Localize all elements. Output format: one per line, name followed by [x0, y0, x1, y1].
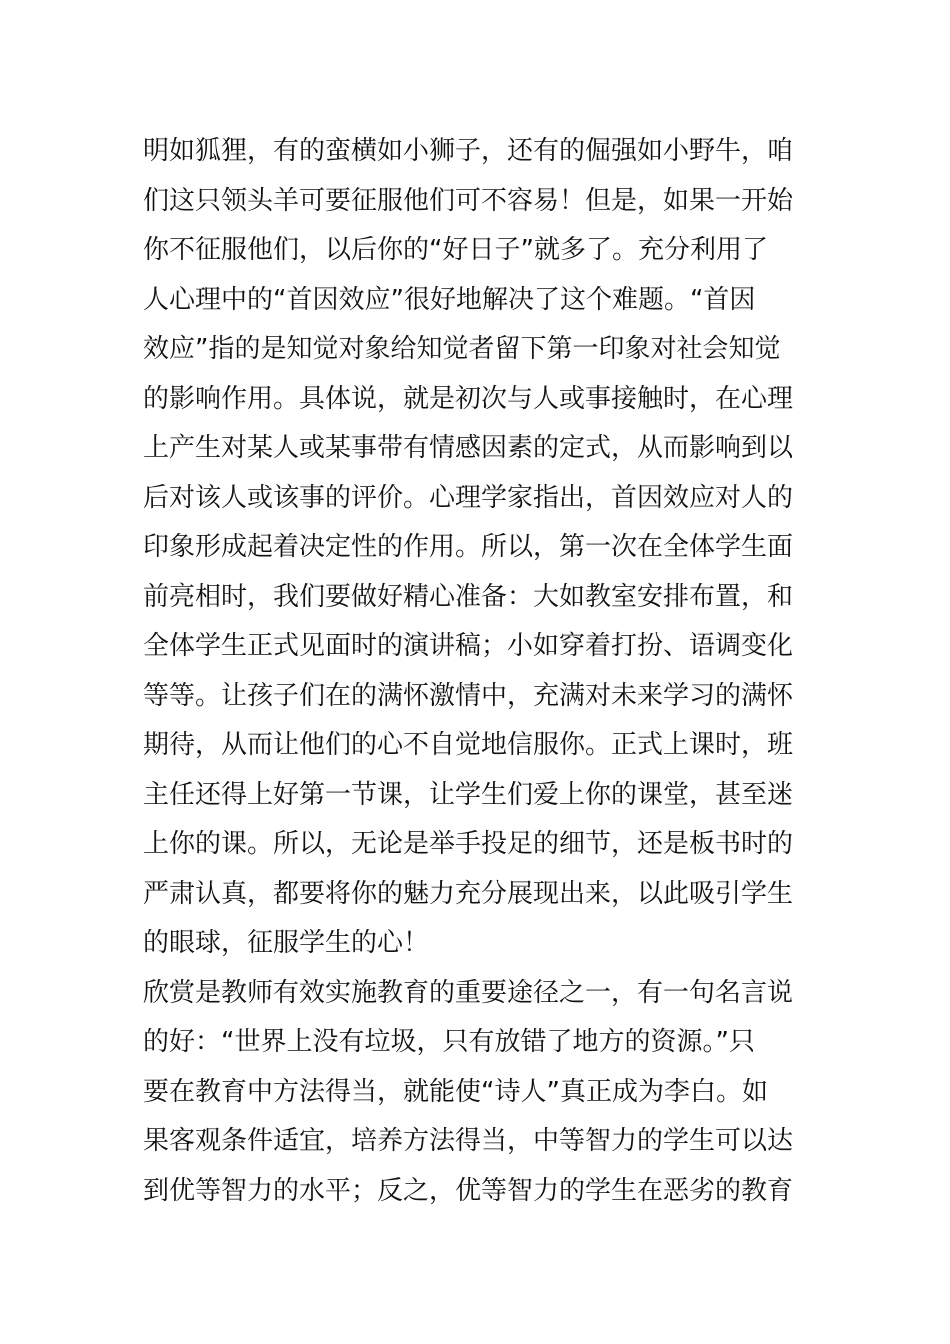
- text-line: 欣赏是教师有效实施教育的重要途径之一，有一句名言说: [143, 977, 794, 1008]
- text-line: 人心理中的“首因效应”很好地解决了这个难题。“首因: [143, 284, 756, 315]
- text-line: 全体学生正式见面时的演讲稿；小如穿着打扮、语调变化: [143, 631, 794, 661]
- text-line: 后对该人或该事的评价。心理学家指出，首因效应对人的: [143, 482, 794, 513]
- text-line: 主任还得上好第一节课，让学生们爱上你的课堂，甚至迷: [143, 779, 794, 810]
- text-line: 的眼球，征服学生的心！: [143, 928, 430, 958]
- text-line: 效应”指的是知觉对象给知觉者留下第一印象对社会知觉: [143, 334, 781, 364]
- text-line: 要在教育中方法得当，就能使“诗人”真正成为李白。如: [143, 1076, 768, 1107]
- text-line: 印象形成起着决定性的作用。所以，第一次在全体学生面: [143, 532, 794, 562]
- text-line: 到优等智力的水平；反之，优等智力的学生在恶劣的教育: [143, 1175, 794, 1206]
- text-line: 明如狐狸，有的蛮横如小狮子，还有的倔强如小野牛，咱: [143, 136, 794, 166]
- body-text: [143, 127, 813, 1216]
- text-line: 前亮相时，我们要做好精心准备：大如教室安排布置，和: [143, 581, 794, 612]
- text-line: 的影响作用。具体说，就是初次与人或事接触时，在心理: [143, 383, 794, 414]
- text-line: 期待，从而让他们的心不自觉地信服你。正式上课时，班: [143, 730, 794, 760]
- text-line: 严肃认真，都要将你的魅力充分展现出来，以此吸引学生: [143, 878, 794, 909]
- text-line: 上你的课。所以，无论是举手投足的细节，还是板书时的: [143, 829, 794, 859]
- text-line: 们这只领头羊可要征服他们可不容易！但是，如果一开始: [143, 185, 794, 216]
- text-line: 你不征服他们，以后你的“好日子”就多了。充分利用了: [143, 235, 768, 265]
- text-line: 的好：“世界上没有垃圾，只有放错了地方的资源。”只: [143, 1027, 755, 1057]
- text-line: 果客观条件适宜，培养方法得当，中等智力的学生可以达: [143, 1126, 794, 1156]
- text-line: 等等。让孩子们在的满怀激情中，充满对未来学习的满怀: [143, 680, 794, 711]
- text-line: 上产生对某人或某事带有情感因素的定式，从而影响到以: [143, 433, 794, 463]
